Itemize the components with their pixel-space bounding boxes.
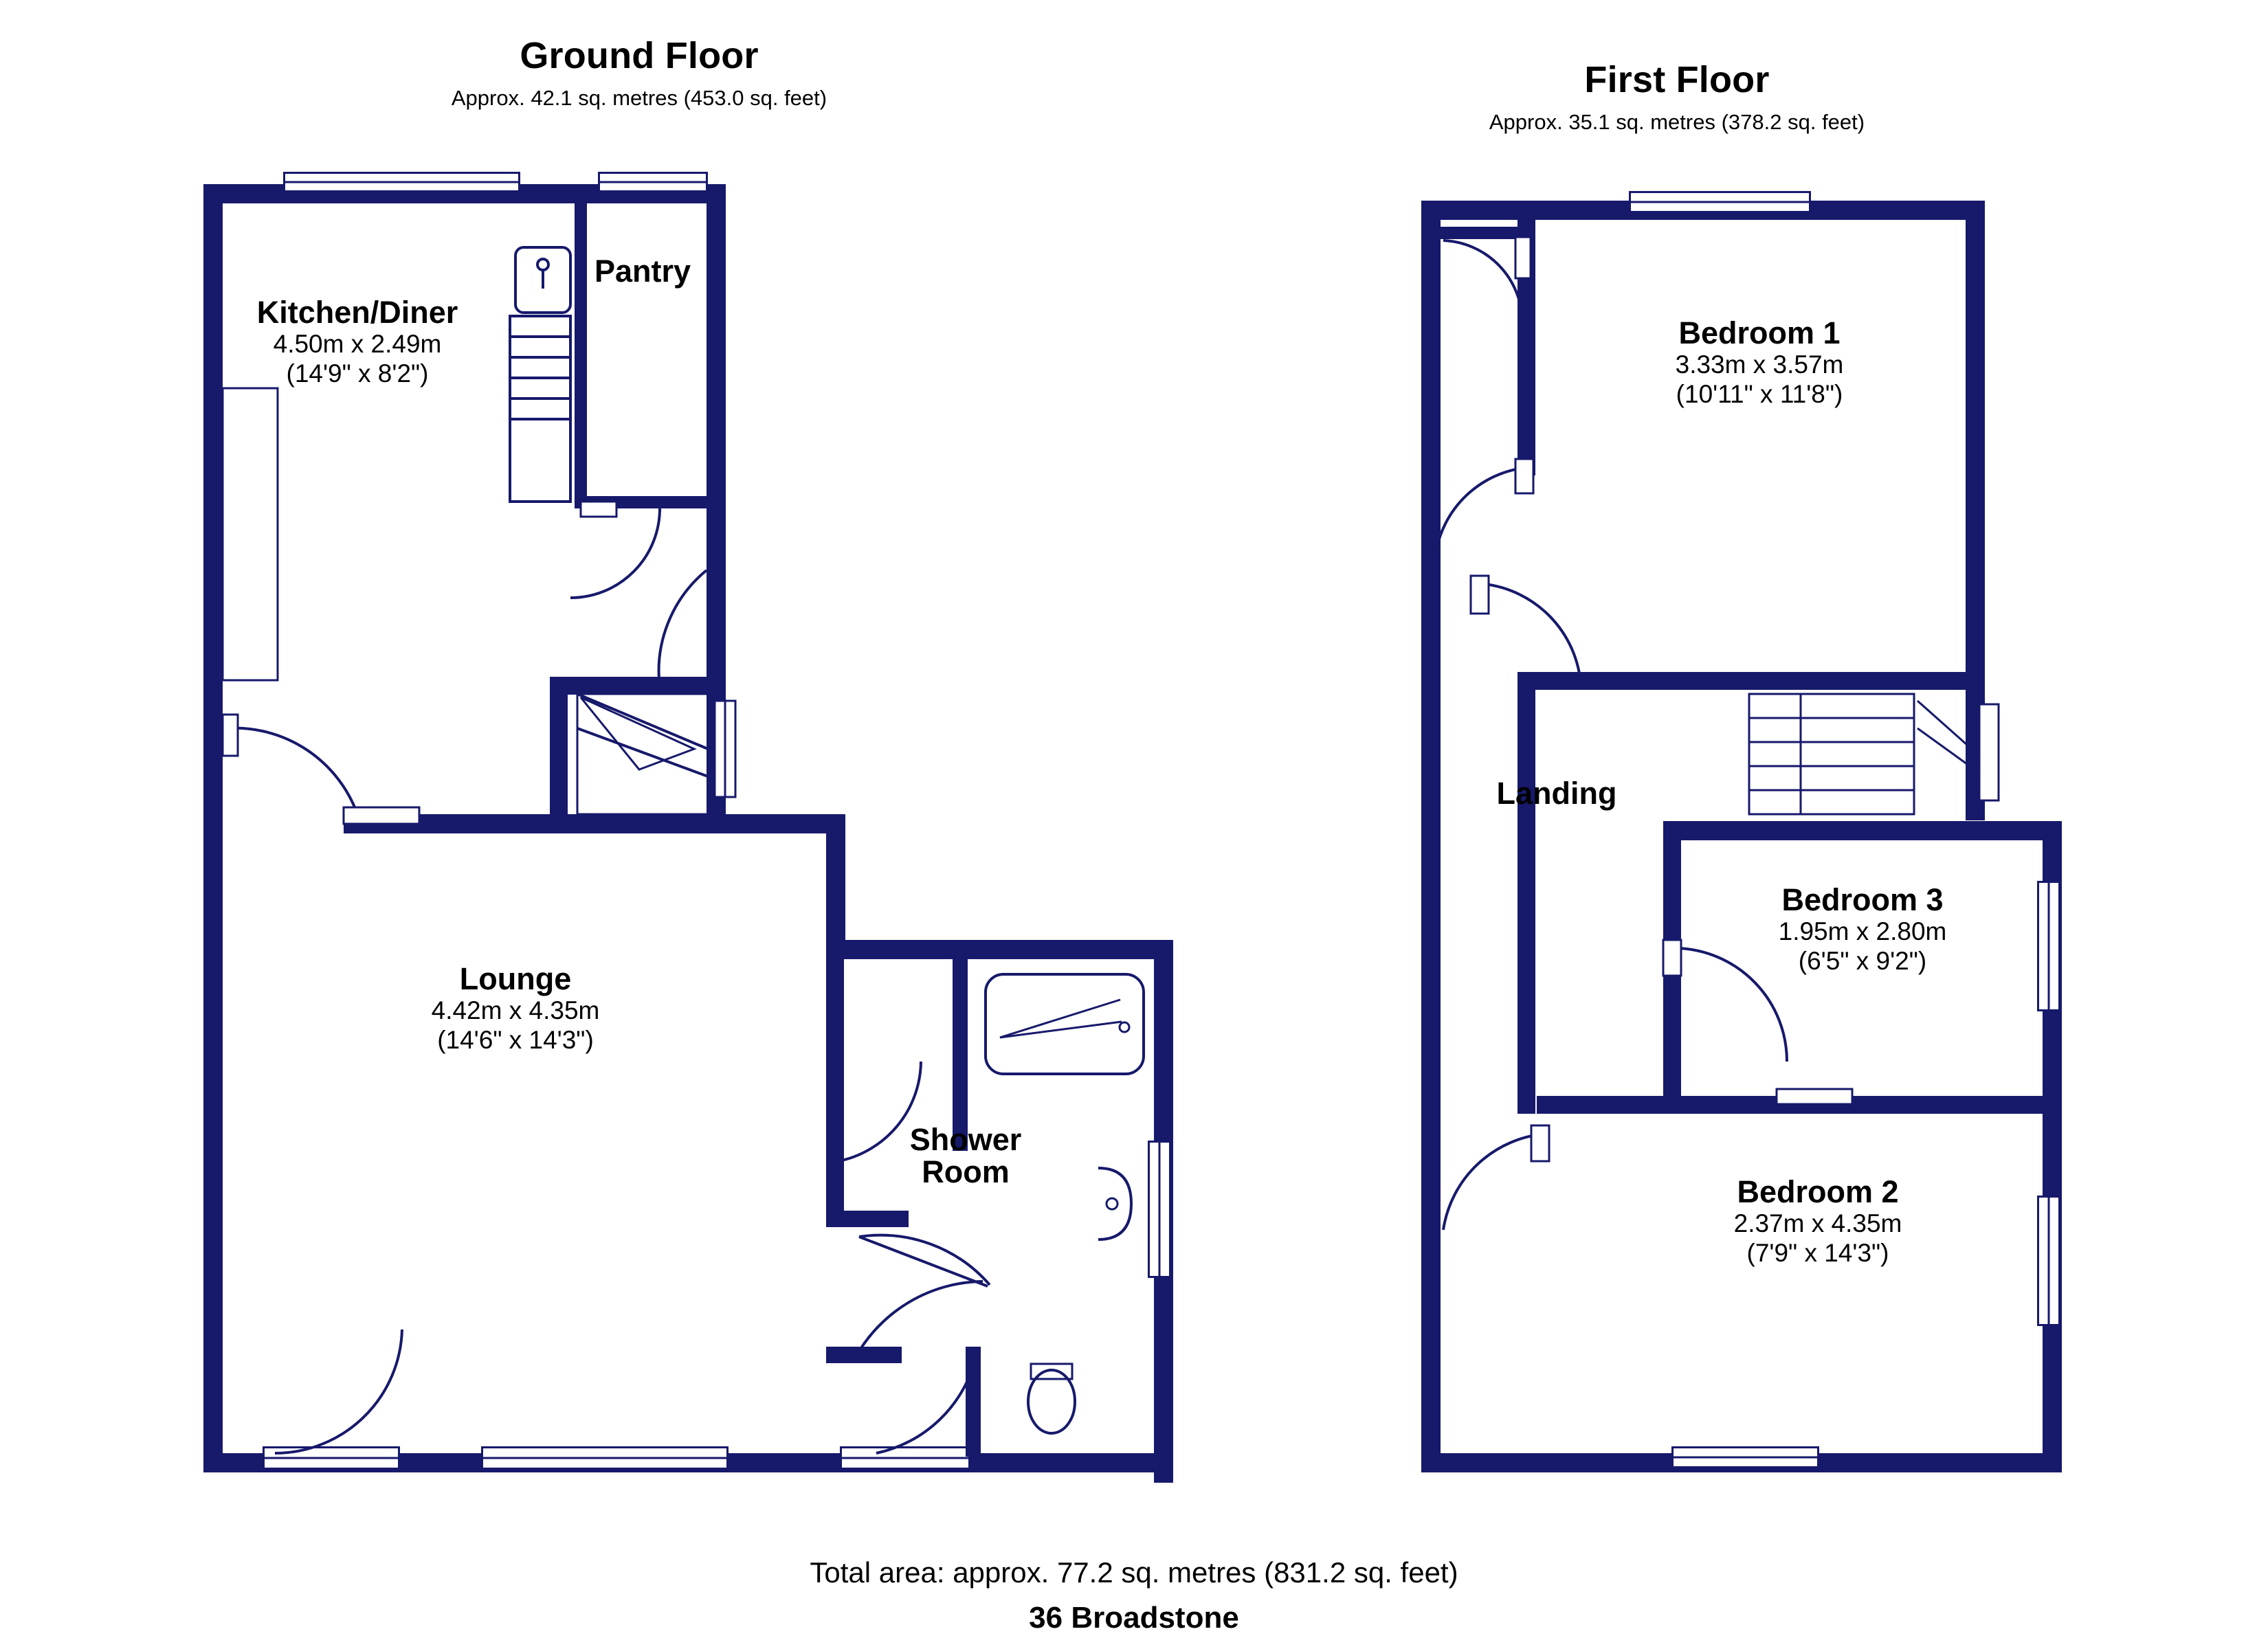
room-name: Pantry (594, 254, 691, 289)
room-dim-metric: 4.42m x 4.35m (431, 996, 600, 1025)
total-area-text: Total area: approx. 77.2 sq. metres (831.2 sq. feet) (810, 1556, 1458, 1589)
room-name: Bedroom 3 (1781, 882, 1944, 917)
first-wall-right-top (1966, 201, 1985, 688)
room-dim-imperial: (6'5" x 9'2") (1798, 947, 1927, 976)
ground-wall-wc-left (966, 1347, 981, 1457)
first-wall-stair-right (1966, 690, 1985, 820)
room-name: Bedroom 2 (1737, 1174, 1899, 1209)
ground-wall-wc-top (826, 1347, 902, 1363)
room-label-kitchen-diner (165, 295, 550, 389)
room-name: Bedroom 1 (1678, 315, 1841, 350)
ground-wall-pantry-bottom (575, 496, 726, 508)
first-floor-subtitle: Approx. 35.1 sq. metres (378.2 sq. feet) (1489, 110, 1865, 134)
bath-icon (986, 974, 1144, 1074)
room-name-line1: Shower (909, 1122, 1022, 1157)
room-dim-metric: 4.50m x 2.49m (273, 330, 442, 359)
ground-wall-kitchen-bottom (550, 677, 726, 695)
room-label-pantry (543, 254, 742, 289)
first-wall-bed3-top (1663, 821, 2062, 840)
toilet-icon (1031, 1364, 1072, 1379)
window-lounge-bottom-2 (481, 1446, 729, 1470)
first-wall-cupboard-bottom (1441, 227, 1523, 239)
room-dim-imperial: (7'9" x 14'3") (1746, 1239, 1889, 1268)
room-label-bedroom-1 (1574, 316, 1945, 410)
ground-wall-shower-left (826, 958, 844, 1226)
ground-floor-subtitle: Approx. 42.1 sq. metres (453.0 sq. feet) (451, 86, 827, 110)
window-kitchen-top-1 (283, 172, 520, 192)
room-dim-imperial: (14'6" x 14'3") (437, 1026, 594, 1055)
window-bedroom2-bottom (1671, 1446, 1819, 1468)
room-name-line2: Room (922, 1154, 1010, 1190)
window-bedroom2-right (2037, 1196, 2060, 1326)
ground-wall-lounge-top (344, 814, 845, 833)
window-shower-right (1148, 1141, 1171, 1278)
ground-wall-extension-top (826, 940, 1173, 959)
room-label-landing (1426, 776, 1687, 811)
window-pantry-top (598, 172, 708, 192)
room-dim-imperial: (10'11" x 11'8") (1676, 380, 1843, 409)
first-floor-title: First Floor (1584, 59, 1770, 100)
ground-wall-shower-bottom (826, 1211, 909, 1227)
room-label-bedroom-3 (1677, 883, 2048, 976)
room-name: Lounge (459, 961, 572, 996)
room-dim-metric: 3.33m x 3.57m (1675, 350, 1844, 379)
room-name: Landing (1496, 776, 1617, 811)
ground-floor-title: Ground Floor (520, 35, 759, 76)
door-extension-bottom (840, 1446, 970, 1470)
ground-wall-hall-left (550, 677, 568, 831)
room-dim-metric: 2.37m x 4.35m (1733, 1209, 1902, 1238)
room-dim-metric: 1.95m x 2.80m (1778, 917, 1947, 946)
room-name: Kitchen/Diner (256, 295, 458, 330)
ground-wall-lounge-right-upper (826, 814, 845, 958)
ground-wall-pantry-left (575, 184, 587, 507)
ground-wall-hall-right (707, 695, 726, 832)
first-wall-bed3-bottom (1537, 1096, 2062, 1114)
property-address: 36 Broadstone (1029, 1601, 1239, 1635)
first-wall-landing-right (1517, 690, 1535, 1114)
room-label-shower-room (845, 1123, 1086, 1189)
room-dim-imperial: (14'9" x 8'2") (286, 359, 429, 388)
basin-icon (1098, 1168, 1131, 1239)
window-bedroom1-top (1629, 191, 1811, 213)
first-wall-bedroom1-bottom (1517, 672, 1985, 690)
first-wall-bedroom1-left (1517, 201, 1535, 475)
window-lounge-bottom-1 (263, 1446, 400, 1470)
first-wall-left-outer (1421, 201, 1441, 1472)
room-label-lounge (330, 962, 701, 1055)
room-label-bedroom-2 (1632, 1175, 2003, 1268)
